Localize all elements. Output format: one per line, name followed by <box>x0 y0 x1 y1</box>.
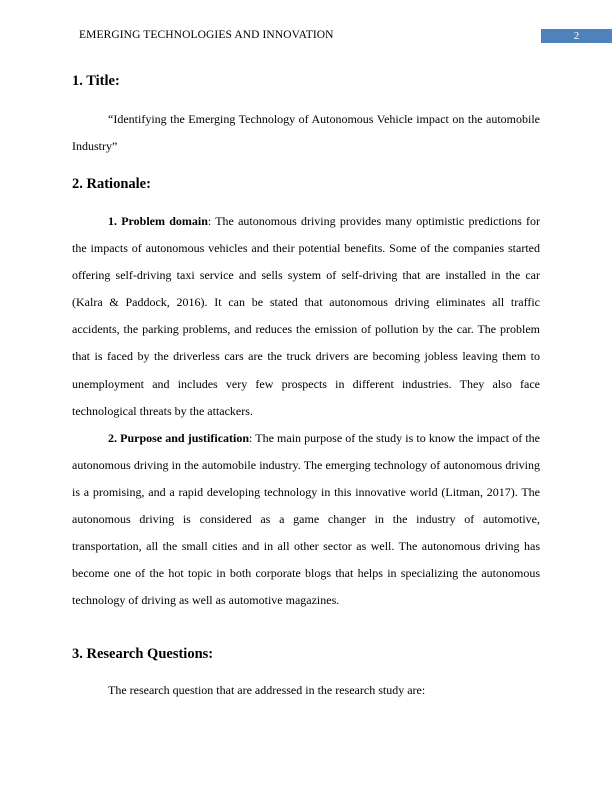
problem-domain-paragraph <box>72 208 540 425</box>
purpose-label: 2. Purpose and justification <box>108 430 250 445</box>
rationale-block <box>72 208 540 614</box>
title-heading: 1. Title: <box>72 73 120 89</box>
rationale-heading: 2. Rationale: <box>72 176 151 192</box>
running-head: EMERGING TECHNOLOGIES AND INNOVATION <box>79 29 334 41</box>
purpose-text: : The main purpose of the study is to know the impact of the autonomous driving in the automobile industry. The emerging technology of autonomous driving is a promising, and a rapid developing technology in this innovative world (Litman, 2017). The autonomous driving is considered as a game changer in the industry of automotive, transportation, all the small cities and in all other sector as well. The autonomous driving has become one of the hot topic in both corporate blogs that helps in specializing the autonomous technology of driving as well as automotive magazines. <box>72 430 540 608</box>
research-questions-intro: The research question that are addressed in the research study are: <box>108 683 426 697</box>
page-number: 2 <box>541 29 612 43</box>
title-text: “Identifying the Emerging Technology of Autonomous Vehicle impact on the automobile Industry” <box>72 112 540 154</box>
problem-domain-label: 1. Problem domain <box>108 214 208 228</box>
research-questions-heading: 3. Research Questions: <box>72 646 214 662</box>
problem-domain-text: : The autonomous driving provides many optimistic predictions for the impacts of autonomous vehicles and their potential benefits. Some of the companies started offering self-driving taxi service and sells system of self-driving that are installed in the car (Kalra & Paddock, 2016). It can be stated that autonomous driving eliminates all traffic accidents, the parking problems, and reduces the emission of pollution by the car. The problem that is faced by the driverless cars are the truck drivers are becoming jobless leaving them to unemployment and includes very few prospects in different industries. They also face technological threats by the attackers. <box>72 214 541 418</box>
title-text-block <box>72 106 540 160</box>
purpose-paragraph <box>72 425 540 615</box>
